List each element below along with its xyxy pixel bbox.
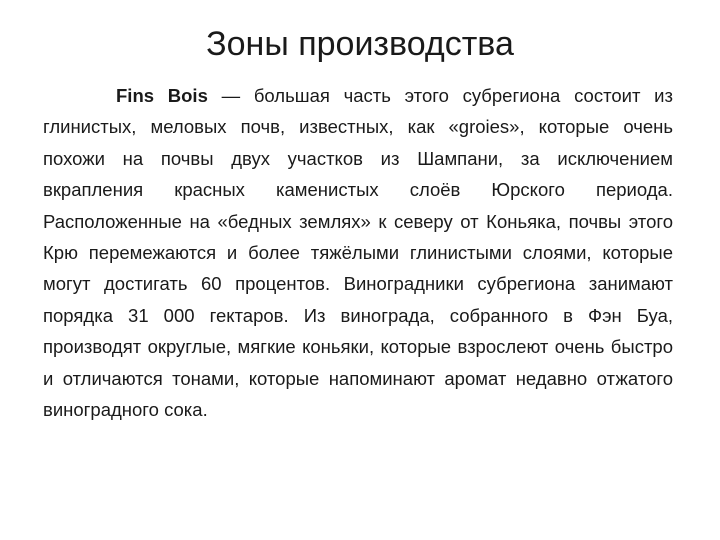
slide-title: Зоны производства [206, 25, 514, 63]
term-fins-bois: Fins Bois [116, 85, 208, 106]
body-paragraph [43, 80, 673, 425]
paragraph-text: — большая часть этого субрегиона состоит из глинистых, меловых почв, известных, как «groies», которые очень похожи на почвы двух участков из Шампани, за исключением вкрапления красных каменистых слоёв Юрского периода. Расположенные на «бедных землях» к северу от Коньяка, почвы этого Крю перемежаются и более тяжёлыми глинистыми слоями, которые могут достигать 60 процентов. Виноградники субрегиона занимают порядка 31 000 гектаров. Из винограда, собранного в Фэн Буа, производят округлые, мягкие коньяки, которые взрослеют очень быстро и отличаются тонами, которые напоминают аромат недавно отжатого виноградного сока. [43, 85, 673, 421]
